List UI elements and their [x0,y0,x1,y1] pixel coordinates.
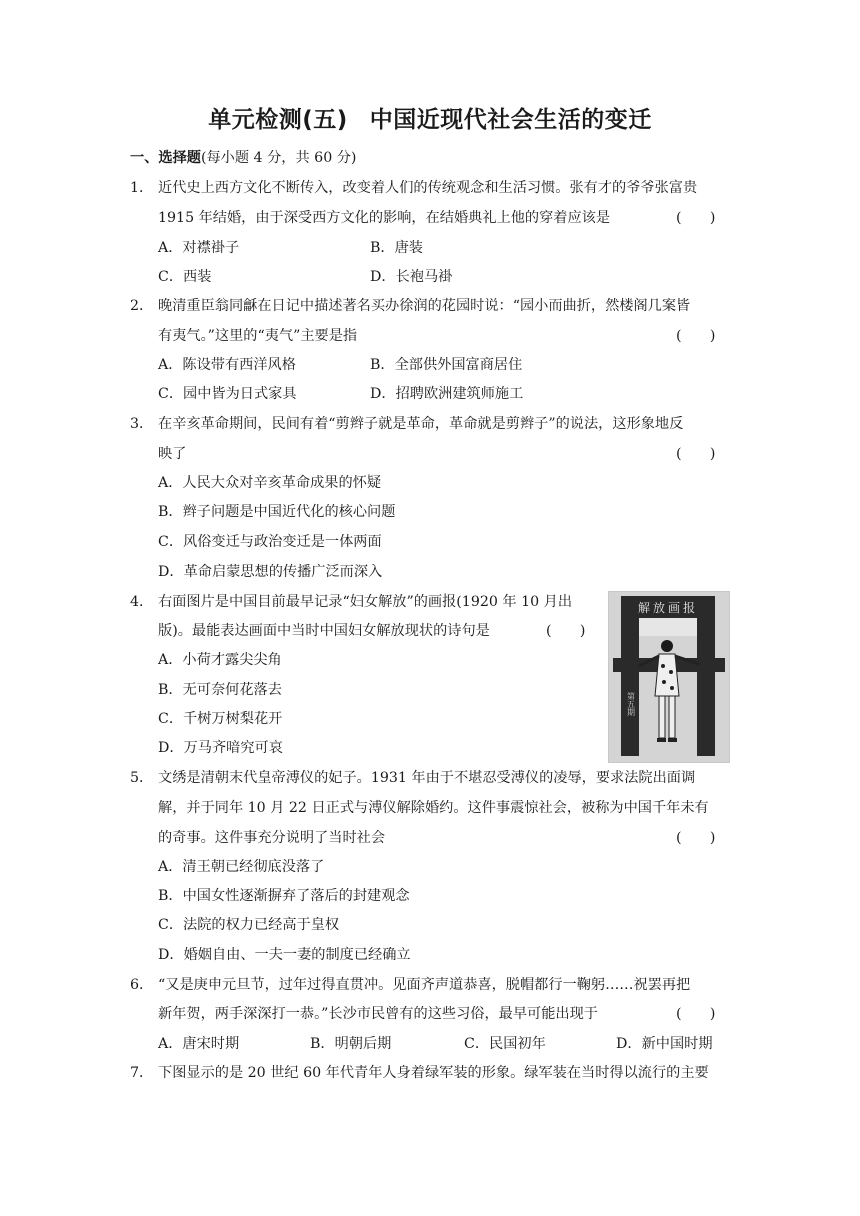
question-stem-line: 的奇事。这件事充分说明了当时社会 [158,830,386,846]
poster-cross-right [697,596,715,756]
option-a[interactable]: A．陈设带有西洋风格 [158,357,296,373]
option-c[interactable]: C．园中皆为日式家具 [158,386,297,402]
poster-image [608,591,730,763]
page-title [0,101,860,134]
option-c[interactable]: C．千树万树梨花开 [158,711,283,727]
question-stem-line: 映了 [158,446,187,462]
poster-cross-left [621,596,639,756]
answer-blank[interactable]: ( ) [676,210,716,226]
question-stem-line: 新年贺，两手深深打一恭。”长沙市民曾有的这些习俗，最早可能出现于 [158,1006,598,1022]
question-number: 6． [130,977,154,993]
question-stem-line: 右面图片是中国目前最早记录“妇女解放”的画报(1920 年 10 月出 [158,594,573,610]
answer-blank[interactable]: ( ) [676,328,716,344]
option-b[interactable]: B．全部供外国富商居住 [370,357,523,373]
option-b[interactable]: B．明朝后期 [310,1036,392,1052]
question-number: 3． [130,416,154,432]
question-number: 5． [130,770,154,786]
option-b[interactable]: B．中国女性逐渐摒弃了落后的封建观念 [158,888,410,904]
question-stem-line: 版)。最能表达画面中当时中国妇女解放现状的诗句是 [158,623,490,639]
question-stem-line: 在辛亥革命期间，民间有着“剪辫子就是革命，革命就是剪辫子”的说法，这形象地反 [158,416,684,432]
poster-title: 解放画报 [637,601,699,615]
question-stem-line: 下图显示的是 20 世纪 60 年代青年人身着绿军装的形象。绿军装在当时得以流行的主要 [158,1065,709,1081]
answer-blank[interactable]: ( ) [676,1006,716,1022]
option-b[interactable]: B．辫子问题是中国近代化的核心问题 [158,504,396,520]
question-stem-line: 解，并于同年 10 月 22 日正式与溥仪解除婚约。这件事震惊社会，被称为中国千年未有 [158,800,709,816]
option-b[interactable]: B．无可奈何花落去 [158,682,282,698]
option-d[interactable]: D．招聘欧洲建筑师施工 [370,386,524,402]
option-a[interactable]: A．对襟褂子 [158,240,240,256]
poster-illustration [609,592,729,762]
poster-issue: 第五期 [626,692,636,716]
option-a[interactable]: A．唐宋时期 [158,1036,240,1052]
option-a[interactable]: A．小荷才露尖尖角 [158,652,282,668]
question-number: 2． [130,298,154,314]
question-number: 7． [130,1065,154,1081]
option-b[interactable]: B．唐装 [370,240,423,256]
title-unit: 单元检测(五) [208,107,348,133]
question-stem-line: 有夷气。”这里的“夷气”主要是指 [158,328,358,344]
poster-figure-dress [655,654,679,696]
option-c[interactable]: C．民国初年 [464,1036,546,1052]
section-heading: 一、选择题(每小题 4 分，共 60 分) [130,150,357,166]
option-c[interactable]: C．西装 [158,269,212,285]
question-stem-line: 文绣是清朝末代皇帝溥仪的妃子。1931 年由于不堪忍受溥仪的凌辱，要求法院出面调 [158,770,696,786]
option-d[interactable]: D．长袍马褂 [370,269,453,285]
option-a[interactable]: A．清王朝已经彻底没落了 [158,859,325,875]
option-c[interactable]: C．法院的权力已经高于皇权 [158,917,340,933]
question-number: 4． [130,594,154,610]
option-c[interactable]: C．风俗变迁与政治变迁是一体两面 [158,534,382,550]
question-stem-line: 近代史上西方文化不断传入，改变着人们的传统观念和生活习惯。张有才的爷爷张富贵 [158,180,698,196]
question-number: 1． [130,180,154,196]
question-stem-line: 1915 年结婚，由于深受西方文化的影响，在结婚典礼上他的穿着应该是 [158,210,611,226]
answer-blank[interactable]: ( ) [546,623,586,639]
question-stem-line: 晚清重臣翁同龢在日记中描述著名买办徐润的花园时说：“园小而曲折，然楼阁几案皆 [158,298,691,314]
option-a[interactable]: A．人民大众对辛亥革命成果的怀疑 [158,475,382,491]
option-d[interactable]: D．新中国时期 [616,1036,713,1052]
poster-figure-head [661,640,673,652]
option-d[interactable]: D．万马齐喑究可哀 [158,740,283,756]
title-topic: 中国近现代社会生活的变迁 [369,107,652,133]
option-d[interactable]: D．革命启蒙思想的传播广泛而深入 [158,564,383,580]
answer-blank[interactable]: ( ) [676,446,716,462]
option-d[interactable]: D．婚姻自由、一夫一妻的制度已经确立 [158,947,411,963]
question-stem-line: “又是庚申元旦节，过年过得直贯冲。见面齐声道恭喜，脱帽都行一鞠躬……祝罢再把 [158,977,691,993]
answer-blank[interactable]: ( ) [676,830,716,846]
